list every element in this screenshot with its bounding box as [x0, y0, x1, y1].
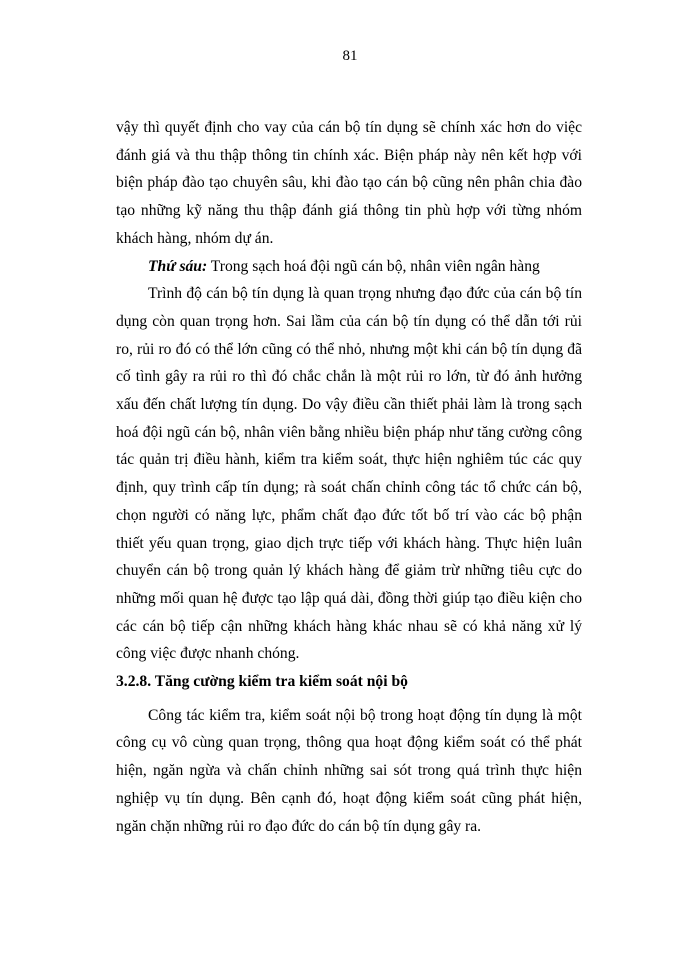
- section-six-title: Trong sạch hoá đội ngũ cán bộ, nhân viên ngân hàng: [207, 257, 540, 275]
- paragraph-continuation: vậy thì quyết định cho vay của cán bộ tín dụng sẽ chính xác hơn do việc đánh giá và thu thập thông tin chính xác. Biện pháp này nên kết hợp với biện pháp đào tạo chuyên sâu, khi đào tạo cán bộ cũng nên phân chia đào tạo những kỹ năng thu thập đánh giá thông tin phù hợp với từng nhóm khách hàng, nhóm dự án.: [116, 119, 582, 247]
- section-six-line: [116, 253, 582, 281]
- paragraph-ethics: Trình độ cán bộ tín dụng là quan trọng nhưng đạo đức của cán bộ tín dụng còn quan trọng hơn. Sai lầm của cán bộ tín dụng có thể dẫn tới rủi ro, rủi ro đó có thể lớn cũng có thể nhỏ, nhưng một khi cán bộ tín dụng đã cố tình gây ra rủi ro thì đó chắc chắn là một rủi ro lớn, từ đó ảnh hưởng xấu đến chất lượng tín dụng. Do vậy điều cần thiết phải làm là trong sạch hoá đội ngũ cán bộ, nhân viên bằng nhiều biện pháp như tăng cường công tác quản trị điều hành, kiểm tra kiểm soát, thực hiện nghiêm túc các quy định, quy trình cấp tín dụng; rà soát chấn chỉnh công tác tổ chức cán bộ, chọn người có năng lực, phẩm chất đạo đức tốt bố trí vào các bộ phận thiết yếu quan trọng, giao dịch trực tiếp với khách hàng. Thực hiện luân chuyển cán bộ trong quản lý khách hàng để giảm trừ những tiêu cực do những mối quan hệ được tạo lập quá dài, đồng thời giúp tạo điều kiện cho các cán bộ tiếp cận những khách hàng khác nhau sẽ có khả năng xử lý công việc được nhanh chóng.: [116, 285, 582, 663]
- paragraph-internal-control: Công tác kiểm tra, kiểm soát nội bộ trong hoạt động tín dụng là một công cụ vô cùng quan trọng, thông qua hoạt động kiểm soát có thể phát hiện, ngăn ngừa và chấn chỉnh những sai sót trong quá trình thực hiện nghiệp vụ tín dụng. Bên cạnh đó, hoạt động kiểm soát cũng phát hiện, ngăn chặn những rủi ro đạo đức do cán bộ tín dụng gây ra.: [116, 706, 582, 835]
- section-six-lead: Thứ sáu:: [148, 257, 208, 275]
- section-heading-3-2-8: 3.2.8. Tăng cường kiểm tra kiểm soát nội bộ: [116, 673, 408, 691]
- document-body: [116, 114, 582, 840]
- page-number: 81: [342, 48, 358, 64]
